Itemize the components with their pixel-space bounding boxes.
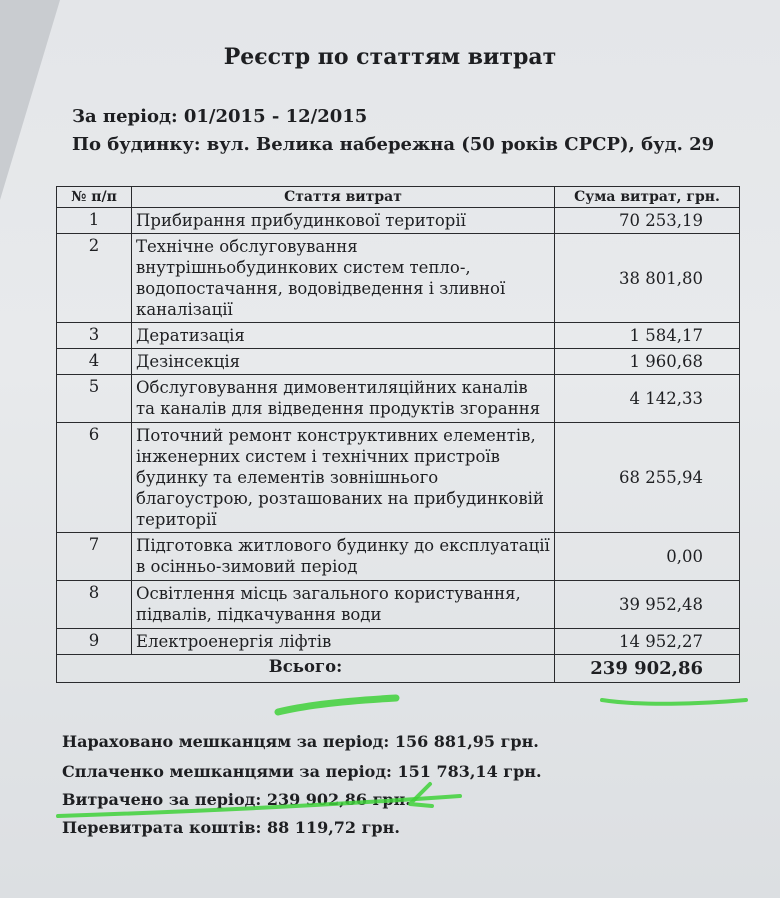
row-sum: 4 142,33 <box>555 375 740 423</box>
row-num: 9 <box>57 629 132 655</box>
row-num: 5 <box>57 375 132 423</box>
row-item: Електроенергія ліфтів <box>132 629 555 655</box>
row-sum: 0,00 <box>555 533 740 581</box>
row-num: 2 <box>57 234 132 323</box>
total-row <box>57 655 740 683</box>
expenses-table <box>56 186 740 683</box>
row-sum: 39 952,48 <box>555 581 740 629</box>
table-row <box>57 349 740 375</box>
table-row <box>57 323 740 349</box>
row-sum: 1 584,17 <box>555 323 740 349</box>
table-row <box>57 375 740 423</box>
summary-overspend: Перевитрата коштів: 88 119,72 грн. <box>62 818 400 837</box>
row-num: 8 <box>57 581 132 629</box>
row-item: Обслуговування димовентиляційних каналів та каналів для відведення продуктів згорання <box>132 375 555 423</box>
building-line: По будинку: вул. Велика набережна (50 років СРСР), буд. 29 <box>72 134 715 155</box>
row-sum: 14 952,27 <box>555 629 740 655</box>
document-title: Реєстр по статтям витрат <box>223 44 557 70</box>
summary-spent: Витрачено за період: 239 902,86 грн. <box>62 790 411 809</box>
table-row <box>57 423 740 533</box>
row-num: 6 <box>57 423 132 533</box>
period-line: За період: 01/2015 - 12/2015 <box>72 106 368 127</box>
total-sum: 239 902,86 <box>555 655 740 683</box>
row-item: Технічне обслуговування внутрішньобудинкових систем тепло-, водопостачання, водовідведення і зливної каналізації <box>132 234 555 323</box>
table-row <box>57 533 740 581</box>
table-header-row <box>57 187 740 208</box>
header-item: Стаття витрат <box>132 187 555 208</box>
row-sum: 1 960,68 <box>555 349 740 375</box>
row-item: Поточний ремонт конструктивних елементів, інженерних систем і технічних пристроїв будинку та елементів зовнішнього благоустрою, розташованих на прибудинковій території <box>132 423 555 533</box>
row-num: 1 <box>57 208 132 234</box>
table-row <box>57 208 740 234</box>
row-item: Підготовка житлового будинку до експлуатації в осінньо-зимовий період <box>132 533 555 581</box>
row-sum: 38 801,80 <box>555 234 740 323</box>
row-item: Дератизація <box>132 323 555 349</box>
row-sum: 70 253,19 <box>555 208 740 234</box>
row-num: 4 <box>57 349 132 375</box>
row-item: Освітлення місць загального користування, підвалів, підкачування води <box>132 581 555 629</box>
row-num: 3 <box>57 323 132 349</box>
row-item: Прибирання прибудинкової території <box>132 208 555 234</box>
table-row <box>57 581 740 629</box>
table-row <box>57 234 740 323</box>
row-sum: 68 255,94 <box>555 423 740 533</box>
header-num: № п/п <box>57 187 132 208</box>
table-row <box>57 629 740 655</box>
total-label: Всього: <box>57 655 555 683</box>
summary-charged: Нараховано мешканцям за період: 156 881,95 грн. <box>62 732 539 751</box>
header-sum: Сума витрат, грн. <box>555 187 740 208</box>
row-item: Дезінсекція <box>132 349 555 375</box>
summary-paid: Сплаченко мешканцями за період: 151 783,14 грн. <box>62 762 542 781</box>
row-num: 7 <box>57 533 132 581</box>
